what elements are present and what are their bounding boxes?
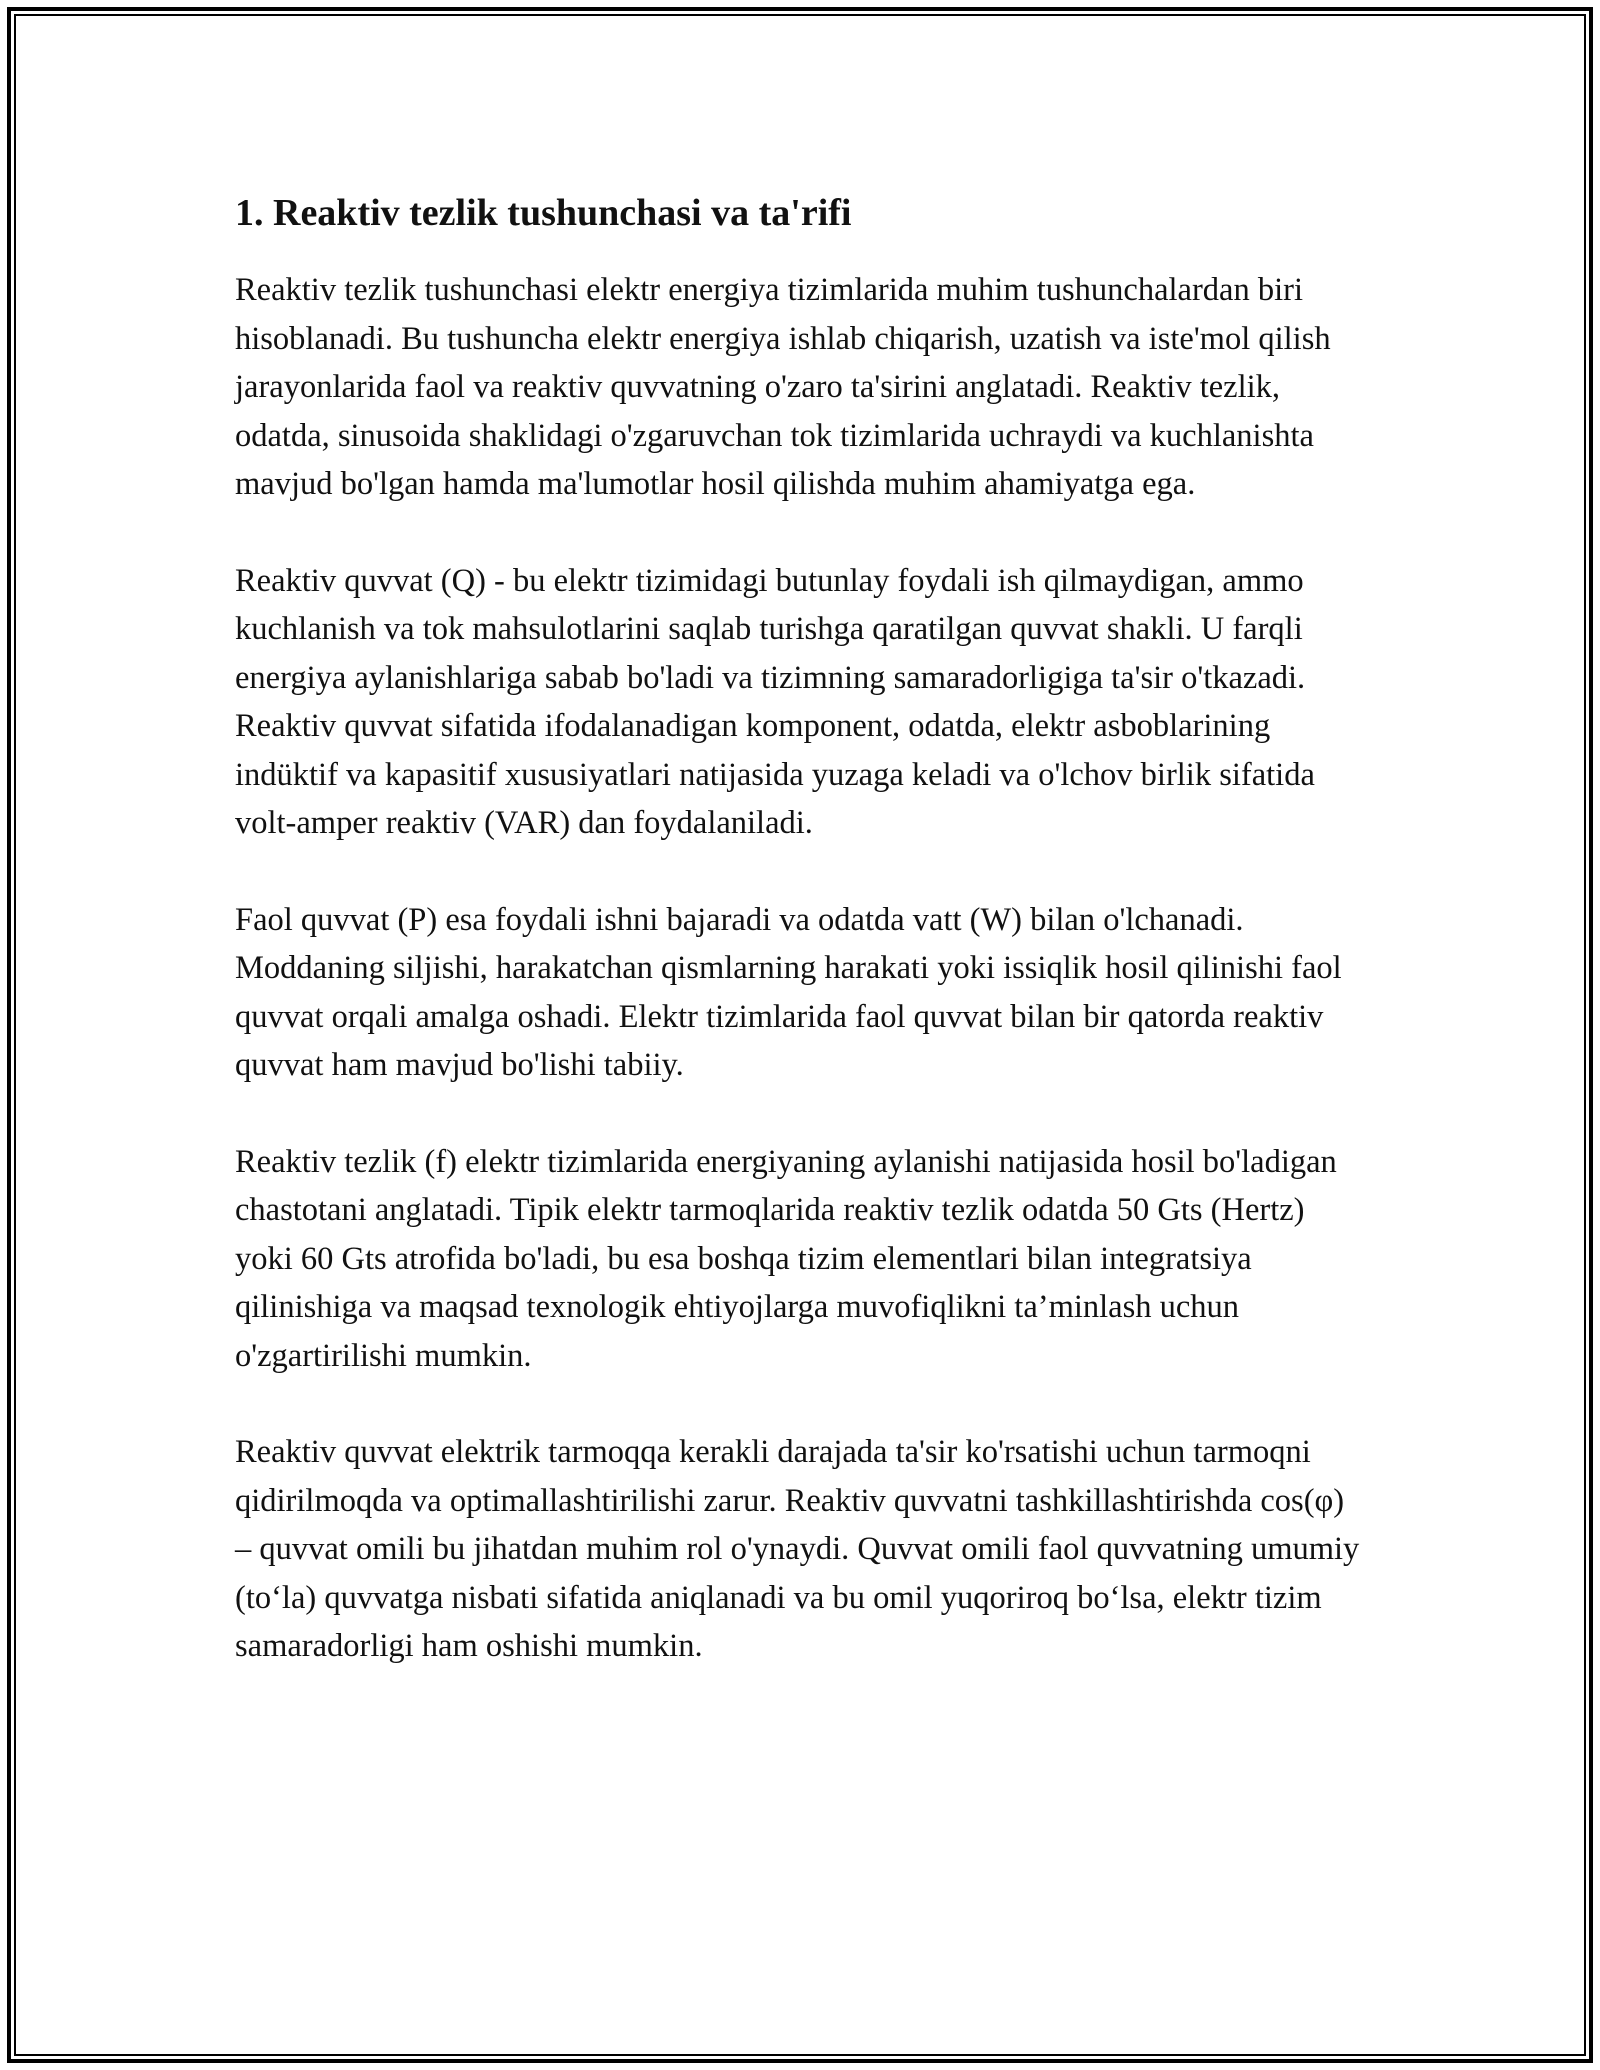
- paragraph-active-power: Faol quvvat (P) esa foydali ishni bajaradi va odatda vatt (W) bilan o'lchanadi. Moddaning siljishi, harakatchan qismlarning harakati yoki issiqlik hosil qilinishi faol quvvat orqali amalga oshadi. Elektr tizimlarida faol quvvat bilan bir qatorda reaktiv quvvat ham mavjud bo'lishi tabiiy.: [235, 901, 1342, 1083]
- paragraph-reactive-frequency: Reaktiv tezlik (f) elektr tizimlarida energiyaning aylanishi natijasida hosil bo'ladigan chastotani anglatadi. Tipik elektr tarmoqlarida reaktiv tezlik odatda 50 Gts (Hertz) yoki 60 Gts atrofida bo'ladi, bu esa boshqa tizim elementlari bilan integratsiya qilinishiga va maqsad texnologik ehtiyojlarga muvofiqlikni ta’minlash uchun o'zgartirilishi mumkin.: [235, 1143, 1337, 1374]
- paragraph-reactive-speed-intro: Reaktiv tezlik tushunchasi elektr energiya tizimlarida muhim tushunchalardan biri hisoblanadi. Bu tushuncha elektr energiya ishlab chiqarish, uzatish va iste'mol qilish jarayonlarida faol va reaktiv quvvatning o'zaro ta'sirini anglatadi. Reaktiv tezlik, odatda, sinusoida shaklidagi o'zgaruvchan tok tizimlarida uchraydi va kuchlanishta mavjud bo'lgan hamda ma'lumotlar hosil qilishda muhim ahamiyatga ega.: [235, 272, 1331, 502]
- paragraph-power-factor: Reaktiv quvvat elektrik tarmoqqa kerakli darajada ta'sir ko'rsatishi uchun tarmoqni qidirilmoqda va optimallashtirilishi zarur. Reaktiv quvvatni tashkillashtirishda cos(φ) – quvvat omili bu jihatdan muhim rol o'ynaydi. Quvvat omili faol quvvatning umumiy (to‘la) quvvatga nisbati sifatida aniqlanadi va bu omil yuqoriroq bo‘lsa, elektr tizim samaradorligi ham oshishi mumkin.: [235, 1434, 1360, 1664]
- paragraph-reactive-power: Reaktiv quvvat (Q) - bu elektr tizimidagi butunlay foydali ish qilmaydigan, ammo kuchlanish va tok mahsulotlarini saqlab turishga qaratilgan quvvat shakli. U farqli energiya aylanishlariga sabab bo'ladi va tizimning samaradorligiga ta'sir o'tkazadi. Reaktiv quvvat sifatida ifodalanadigan komponent, odatda, elektr asboblarining indüktif va kapasitif xususiyatlari natijasida yuzaga keladi va o'lchov birlik sifatida volt-amper reaktiv (VAR) dan foydalaniladi.: [235, 562, 1315, 841]
- section-heading: 1. Reaktiv tezlik tushunchasi va ta'rifi: [235, 192, 852, 234]
- document-body: [235, 188, 1365, 1719]
